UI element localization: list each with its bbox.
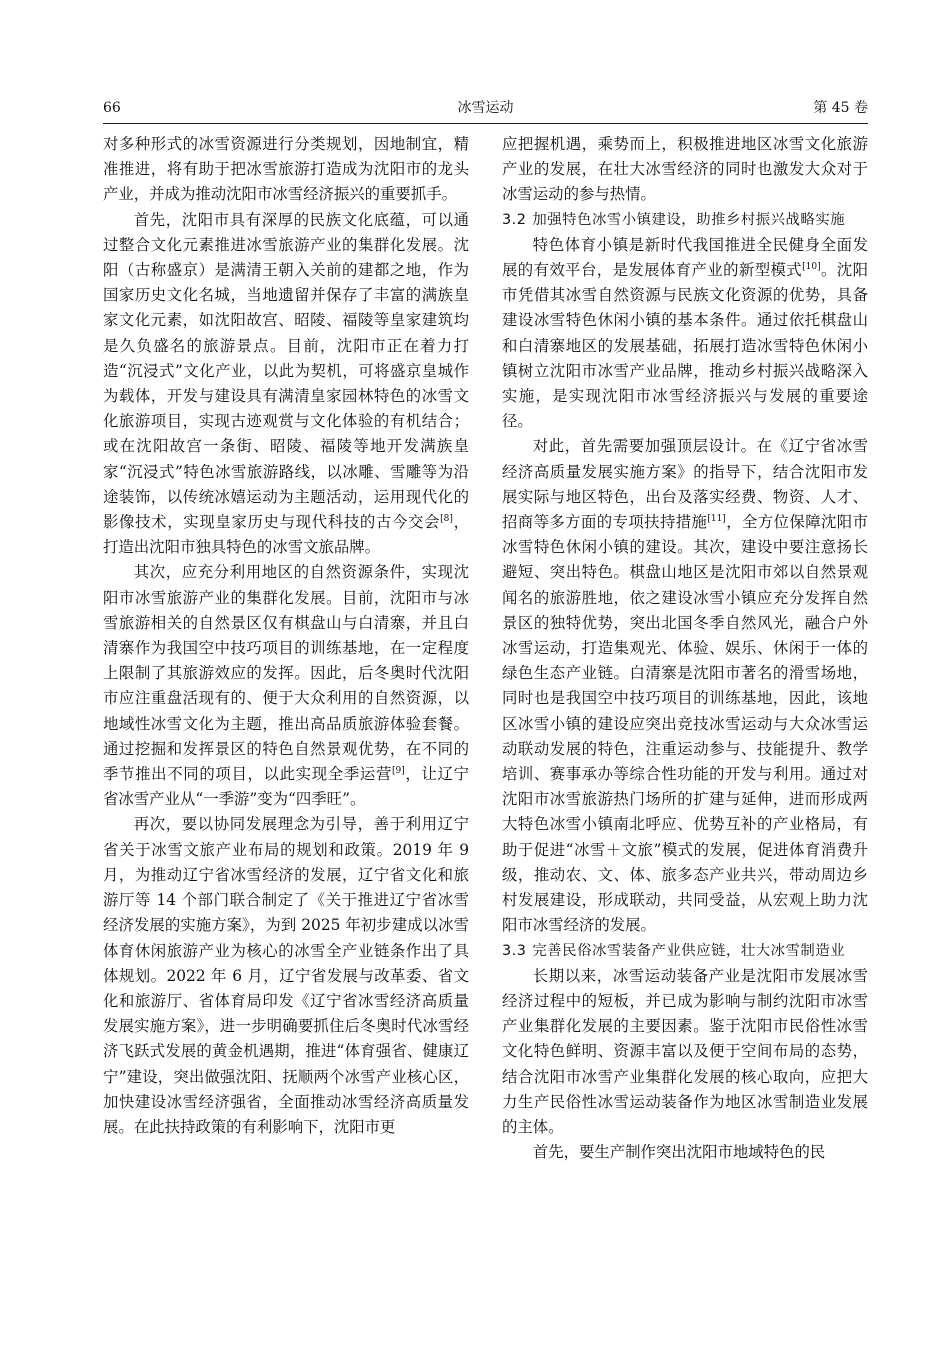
- header-rule: [103, 123, 868, 124]
- paragraph-text: 。沈阳市凭借其冰雪自然资源与民族文化资源的优势，具备建设冰雪特色休闲小镇的基本条件。通过依托棋盘山和白清寨地区的发展基础，拓展打造冰雪特色休闲小镇树立沈阳市冰雪产业品牌，推动乡村振兴战略深入实施，是实现沈阳市冰雪经济振兴与发展的重要途径。: [502, 261, 868, 431]
- body-paragraph: [502, 132, 868, 208]
- body-paragraph: [103, 208, 469, 561]
- paragraph-text: ，让辽宁省冰雪产业从“一季游”变为“四季旺”。: [103, 765, 469, 809]
- citation-ref: [10]: [802, 261, 821, 272]
- page-number: 66: [103, 100, 121, 116]
- paragraph-text: 对此，首先需要加强顶层设计。在《辽宁省冰雪经济高质量发展实施方案》的指导下，结合沈阳市发展实际与地区特色，出台及落实经费、物资、人才、招商等多方面的专项扶持措施: [502, 437, 868, 532]
- paragraph-text: 特色体育小镇是新时代我国推进全民健身全面发展的有效平台，是发展体育产业的新型模式: [502, 235, 868, 280]
- left-column: [103, 132, 469, 1140]
- section-number: 3.2: [502, 211, 527, 228]
- section-title: 完善民俗冰雪装备产业供应链，壮大冰雪制造业: [532, 942, 846, 959]
- body-paragraph: [502, 964, 868, 1140]
- paragraph-text: ，全方位保障沈阳市冰雪特色休闲小镇的建设。其次，建设中要注意扬长避短、突出特色。棋盘山地区是沈阳市郊以自然景观闻名的旅游胜地，依之建设冰雪小镇应充分发挥自然景区的独特优势，突出北国冬季自然风光，融合户外冰雪运动，打造集观光、体验、娱乐、休闲于一体的绿色生态产业链。白清寨是沈阳市著名的滑雪场地，同时也是我国空中技巧项目的训练基地，因此，该地区冰雪小镇的建设应突出竞技冰雪运动与大众冰雪运动联动发展的特色，注重运动参与、技能提升、教学培训、赛事承办等综合性功能的开发与利用。通过对沈阳市冰雪旅游热门场所的扩建与延伸，进而形成两大特色冰雪小镇南北呼应、优势互补的产业格局，有助于促进“冰雪＋文旅”模式的发展，促进体育消费升级，推动农、文、体、旅多态产业共兴，带动周边乡村发展建设，形成联动，共同受益，从宏观上助力沈阳市冰雪经济的发展。: [502, 513, 868, 935]
- body-paragraph: [502, 233, 868, 435]
- paragraph-text: ，打造出沈阳市独具特色的冰雪文旅品牌。: [103, 513, 469, 557]
- paragraph-text: 首先，要生产制作突出沈阳市地域特色的民: [532, 1143, 826, 1162]
- right-column: [502, 132, 868, 1165]
- body-paragraph: [502, 434, 868, 938]
- citation-ref: [11]: [707, 513, 726, 524]
- section-title: 加强特色冰雪小镇建设，助推乡村振兴战略实施: [532, 211, 846, 228]
- journal-title: 冰雪运动: [457, 100, 514, 116]
- paragraph-text: 再次，要以协同发展理念为引导，善于利用辽宁省关于冰雪文旅产业布局的规划和政策。2019 年 9 月，为推动辽宁省冰雪经济的发展，辽宁省文化和旅游厅等 14 个部门联合制定了《关于推进辽宁省冰雪经济发展的实施方案》，为到 2025 年初步建成以冰雪体育休闲旅游产业为核心的冰雪全产业链条作出了具体规划。2022 年 6 月，辽宁省发展与改革委、省文化和旅游厅、省体育局印发《辽宁省冰雪经济高质量发展实施方案》，进一步明确要抓住后冬奥时代冰雪经济飞跃式发展的黄金机遇期，推进“体育强省、健康辽宁”建设，突出做强沈阳、抚顺两个冰雪产业核心区，加快建设冰雪经济强省，全面推动冰雪经济高质量发展。在此扶持政策的有利影响下，沈阳市更: [103, 815, 469, 1136]
- body-paragraph: [103, 132, 469, 208]
- section-heading: [502, 939, 868, 964]
- running-header: [103, 95, 868, 121]
- paragraph-text: 首先，沈阳市具有深厚的民族文化底蕴，可以通过整合文化元素推进冰雪旅游产业的集群化发展。沈阳（古称盛京）是满清王朝入关前的建都之地，作为国家历史文化名城，当地遗留并保存了丰富的满族皇家文化元素，如沈阳故宫、昭陵、福陵等皇家建筑均是久负盛名的旅游景点。目前，沈阳市正在着力打造“沉浸式”文化产业，以此为契机，可将盛京皇城作为载体，开发与建设具有满清皇家园林特色的冰雪文化旅游项目，实现古迹观赏与文化体验的有机结合；或在沈阳故宫一条街、昭陵、福陵等地开发满族皇家“沉浸式”特色冰雪旅游路线，以冰雕、雪雕等为沿途装饰，以传统冰嬉运动为主题活动，运用现代化的影像技术，实现皇家历史与现代科技的古今交会: [103, 210, 469, 532]
- body-paragraph: [103, 812, 469, 1140]
- paragraph-text: 长期以来，冰雪运动装备产业是沈阳市发展冰雪经济过程中的短板，并已成为影响与制约沈阳市冰雪产业集群化发展的主要因素。鉴于沈阳市民俗性冰雪文化特色鲜明、资源丰富以及便于空间布局的态势，结合沈阳市冰雪产业集群化发展的核心取向，应把大力生产民俗性冰雪运动装备作为地区冰雪制造业发展的主体。: [502, 966, 868, 1136]
- section-number: 3.3: [502, 942, 527, 959]
- citation-ref: [9]: [392, 765, 405, 776]
- citation-ref: [8]: [440, 513, 453, 524]
- paragraph-text: 对多种形式的冰雪资源进行分类规划，因地制宜，精准推进，将有助于把冰雪旅游打造成为沈阳市的龙头产业，并成为推动沈阳市冰雪经济振兴的重要抓手。: [103, 135, 469, 204]
- body-paragraph: [502, 1140, 868, 1165]
- paragraph-text: 其次，应充分利用地区的自然资源条件，实现沈阳市冰雪旅游产业的集群化发展。目前，沈阳市与冰雪旅游相关的自然景区仅有棋盘山与白清寨，并且白清寨作为我国空中技巧项目的训练基地，在一定程度上限制了其旅游效应的发挥。因此，后冬奥时代沈阳市应注重盘活现有的、便于大众利用的自然资源，以地域性冰雪文化为主题，推出高品质旅游体验套餐。通过挖掘和发挥景区的特色自然景观优势，在不同的季节推出不同的项目，以此实现全季运营: [103, 563, 469, 784]
- paragraph-text: 应把握机遇，乘势而上，积极推进地区冰雪文化旅游产业的发展，在壮大冰雪经济的同时也激发大众对于冰雪运动的参与热情。: [502, 135, 868, 204]
- body-paragraph: [103, 560, 469, 812]
- volume-label: 第 45 卷: [813, 100, 868, 116]
- section-heading: [502, 208, 868, 233]
